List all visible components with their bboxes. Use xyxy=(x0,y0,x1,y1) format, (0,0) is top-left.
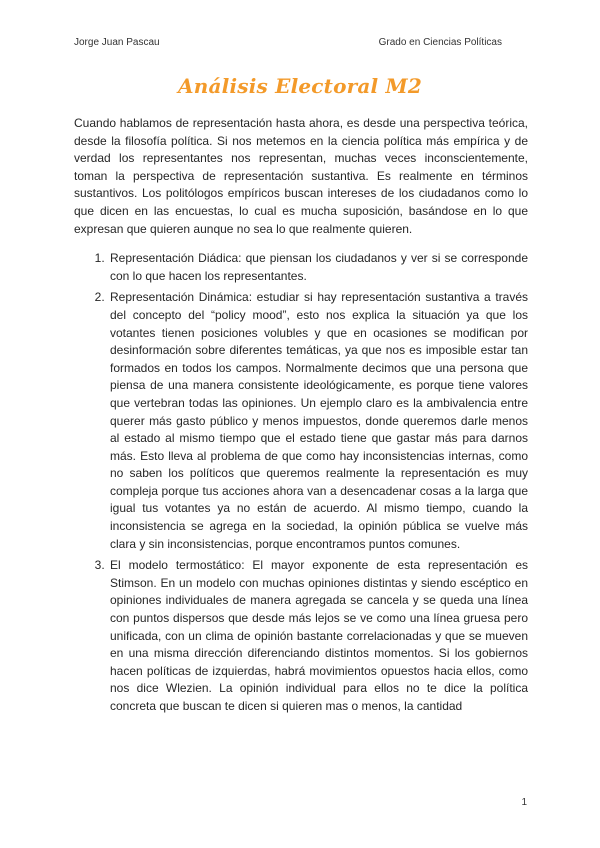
document-body xyxy=(74,115,528,720)
document-title: Análisis Electoral M2 xyxy=(178,74,422,98)
intro-paragraph: Cuando hablamos de representación hasta ahora, es desde una perspectiva teórica, desde la filosofía política. Si nos metemos en la ciencia política más empírica y de verdad los representantes nos representan, muchas veces inconscientemente, toman la perspectiva de representación sustantiva. Es realmente en términos sustantivos. Los politólogos empíricos buscan intereses de los ciudadanos como lo que dicen en las encuestas, lo cual es mucha suposición, basándose en lo que expresan que quieren aunque no sea lo que realmente quieren. xyxy=(74,116,528,236)
header-course: Grado en Ciencias Políticas xyxy=(378,37,502,48)
numbered-list xyxy=(74,250,528,715)
list-item-termostatico: 3. El modelo termostático: El mayor exponente de esta representación es Stimson. En un modelo con muchas opiniones distintas y siendo escéptico en opiniones individuales de manera agregada se cancela y se queda una línea con puntos dispersos que desde más lejos se ve como una línea gruesa pero unificada, con un clima de opinión bastante correlacionadas y que se mueven en una misma dirección diferenciando distintos momentos. Si los gobiernos hacen políticas de izquierdas, habrá movimientos opuestos hacia ellos, como nos dice Wlezien. La opinión individual para ellos no te dice la política concreta que buscan te dicen si quieren mas o menos, la cantidad xyxy=(108,557,528,715)
page-number: 1 xyxy=(521,797,527,808)
list-item-dinamica: 2. Representación Dinámica: estudiar si hay representación sustantiva a través del concepto del “policy mood”, esto nos explica la situación ya que los votantes tienen posiciones volubles y que en ocasiones se modifican por desinformación sobre diferentes temáticas, ya que nos es imposible estar tan formados en todos los campos. Normalmente decimos que una persona que piensa de una manera consistente ideológicamente, es porque tiene valores que vertebran todas las opiniones. Un ejemplo claro es la ambivalencia entre querer más gasto público y menos impuestos, donde queremos darle menos al estado al mismo tiempo que el estado tiene que gastar más para darnos más. Esto lleva al problema de que como hay inconsistencias internas, como no saben los políticos que queremos realmente la representación es muy compleja porque tus acciones ahora van a desencadenar cosas a la larga que igual tus votantes ya no están de acuerdo. Al mismo tiempo, cuando la inconsistencia se agrega en la sociedad, la opinión pública se vuelve más clara y sin inconsistencias, porque encontramos puntos comunes. xyxy=(108,289,528,553)
header-author: Jorge Juan Pascau xyxy=(74,37,160,48)
page-header xyxy=(74,37,502,51)
list-item-diadica: 1. Representación Diádica: que piensan los ciudadanos y ver si se corresponde con lo que hacen los representantes. xyxy=(108,250,528,285)
